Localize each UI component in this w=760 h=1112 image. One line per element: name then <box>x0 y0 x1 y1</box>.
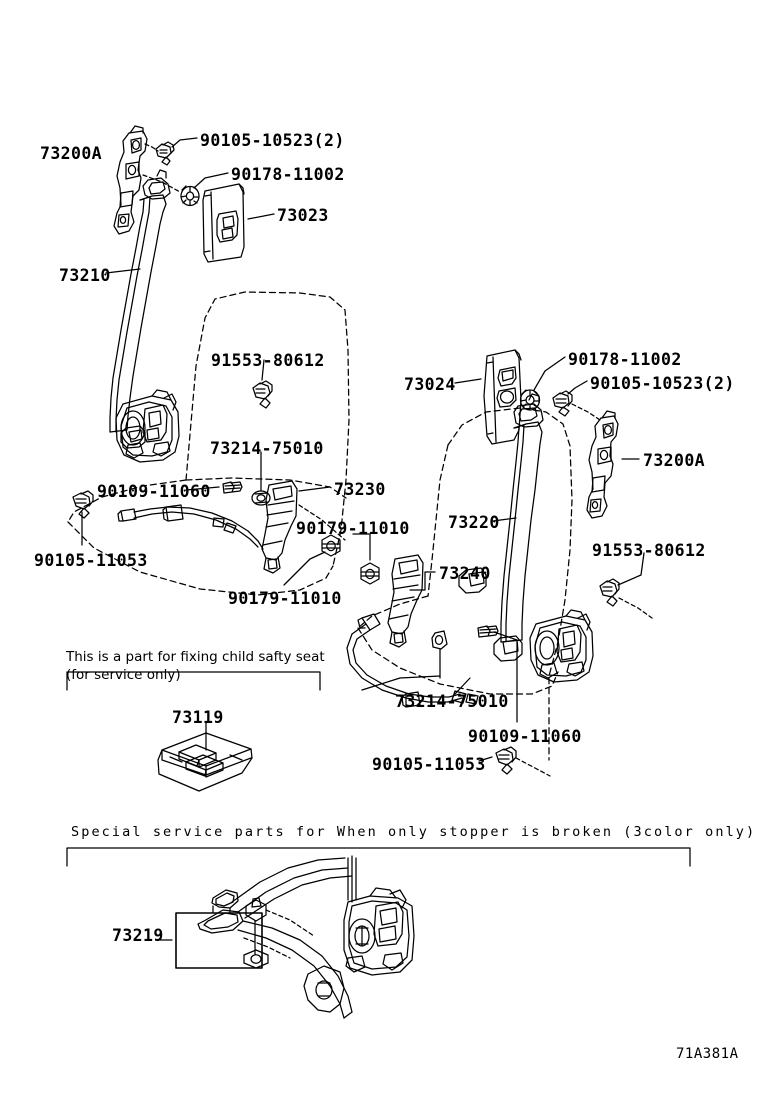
seat-belt-73210 <box>110 170 170 448</box>
diagram-code: 71A381A <box>676 1046 739 1062</box>
anchor-cover-73024 <box>484 350 521 444</box>
anchor-cover-73023 <box>203 184 244 262</box>
buckle-73240 <box>388 555 423 647</box>
part-number-label: 73024 <box>404 375 456 394</box>
part-number-label: 73119 <box>172 708 224 727</box>
leader-73024 <box>455 379 481 383</box>
child-seat-note-line2: (for service only) <box>66 667 181 683</box>
part-number-label: 73210 <box>59 266 111 285</box>
part-number-label: 90105-11053 <box>34 551 148 570</box>
part-number-label: 90178-11002 <box>231 165 345 184</box>
right-shoulder-anchor-73200a <box>587 411 618 518</box>
callout-box-73219 <box>176 913 262 968</box>
buckle-73230 <box>262 481 297 573</box>
bushing-90178-11002-left <box>181 186 199 206</box>
grommet-73214-75010-right <box>432 631 447 649</box>
part-number-label: 73200A <box>643 451 706 470</box>
bolt-90105-11053-left <box>73 491 93 518</box>
nut-90179-11010-left-b <box>361 563 379 584</box>
child-seat-note-line1: This is a part for fixing child safty seat <box>66 649 325 665</box>
part-number-label: 90179-11010 <box>228 589 342 608</box>
part-number-label: 73200A <box>40 144 103 163</box>
clip-73119 <box>158 733 252 791</box>
part-number-label: 90105-10523(2) <box>200 131 345 150</box>
bolt-90105-10523-right <box>553 391 572 416</box>
part-number-label: 73230 <box>334 480 386 499</box>
part-number-label: 90178-11002 <box>568 350 682 369</box>
leader-73210 <box>106 269 140 273</box>
leader-90178-11002-right <box>534 357 565 390</box>
part-number-label: 90105-10523(2) <box>590 374 735 393</box>
part-number-label: 90179-11010 <box>296 519 410 538</box>
special-service-bracket <box>67 848 690 866</box>
part-number-label: 73240 <box>439 564 491 583</box>
bolt-90105-10523-left <box>156 142 174 165</box>
bolt-91553-80612-left <box>253 381 272 408</box>
part-number-label: 90109-11060 <box>468 727 582 746</box>
bolt-90105-11053-right <box>496 747 516 774</box>
left-buckle-harness <box>118 505 263 549</box>
leader-73214-75010-right <box>440 649 470 694</box>
part-number-label: 90105-11053 <box>372 755 486 774</box>
part-number-label: 73023 <box>277 206 329 225</box>
nut-90179-11010-left-a <box>322 535 340 556</box>
part-number-label: 91553-80612 <box>592 541 706 560</box>
leader-90105-10523-left <box>172 138 197 147</box>
screw-90109-11060-left <box>223 482 242 493</box>
bolt-91553-80612-right <box>600 579 619 606</box>
bottom-service-assembly <box>198 856 414 1018</box>
left-retractor <box>116 390 179 462</box>
screw-90109-11060-right <box>478 626 498 637</box>
part-number-label: 73214-75010 <box>210 439 324 458</box>
special-service-note: Special service parts for When only stopper is broken (3color only) <box>71 824 757 840</box>
part-number-label: 91553-80612 <box>211 351 325 370</box>
part-number-label: 73219 <box>112 926 164 945</box>
leader-90179-11010-left-a <box>284 552 325 585</box>
leader-90105-10523-right <box>568 381 587 394</box>
part-number-label: 73220 <box>448 513 500 532</box>
leader-73023 <box>248 214 274 219</box>
part-number-label: 73214-75010 <box>395 692 509 711</box>
leader-73230 <box>299 487 330 491</box>
leader-90178-11002-left <box>194 173 228 188</box>
part-number-label: 90109-11060 <box>97 482 211 501</box>
